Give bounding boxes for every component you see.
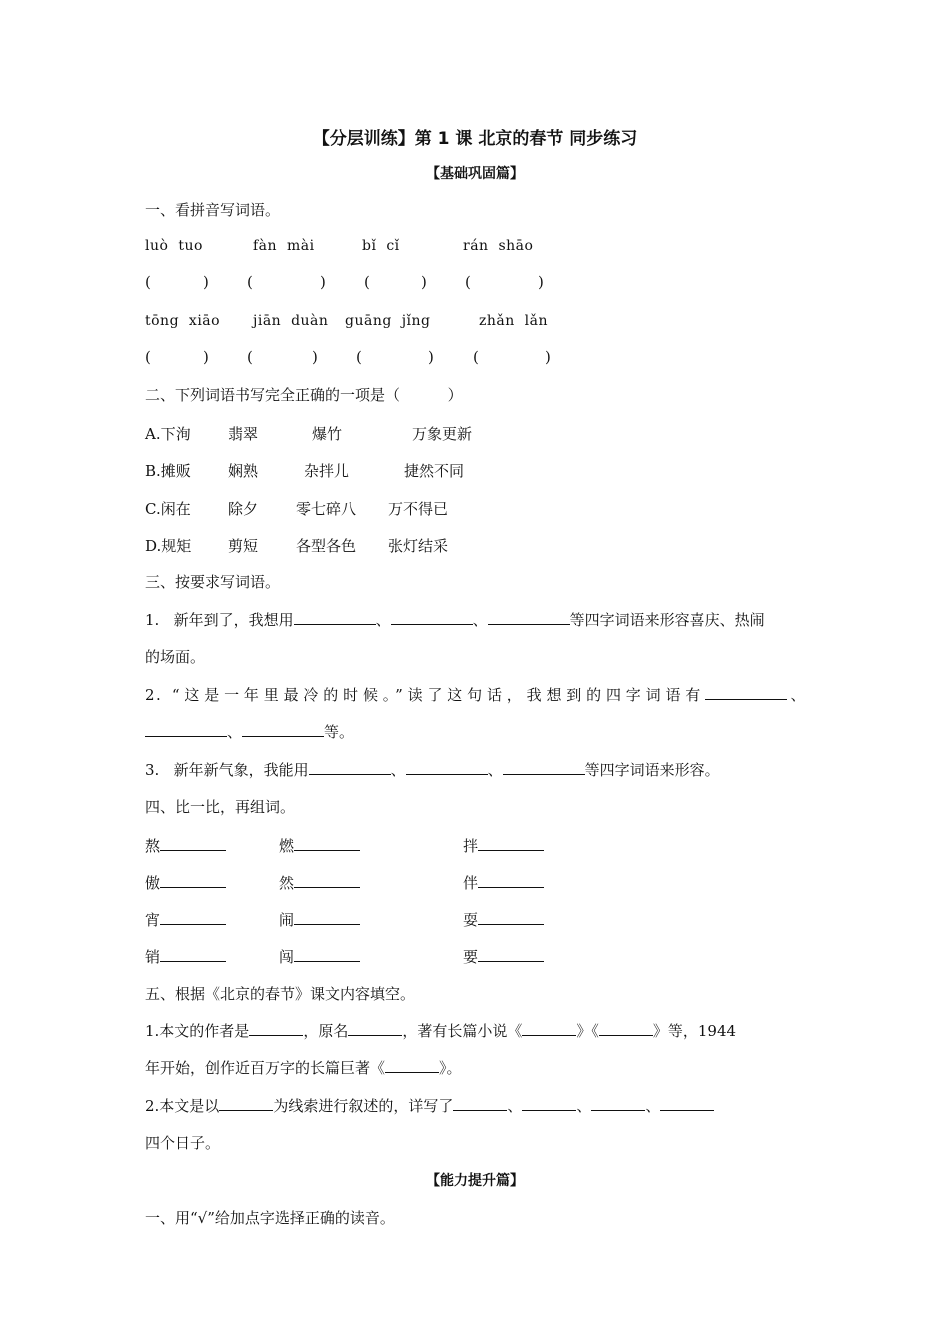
q5-item1-text: ，原名 <box>303 1022 349 1040</box>
q2-heading: 二、下列词语书写完全正确的一项是（ ） <box>145 386 463 404</box>
compare-char: 燃 <box>279 837 295 855</box>
compare-char: 闯 <box>279 948 295 966</box>
section-ability-heading: 【能力提升篇】 <box>426 1173 524 1189</box>
option-a-word: 万象更新 <box>412 425 473 443</box>
q5-item1-text: 》《 <box>576 1022 599 1040</box>
q4-heading: 四、比一比，再组词。 <box>145 798 296 816</box>
answer-blank[interactable] <box>391 610 473 625</box>
pinyin: jiān duàn <box>253 313 329 329</box>
answer-paren-close: ) <box>421 273 427 291</box>
option-b-word: 捷然不同 <box>404 462 465 480</box>
compare-char: 伴 <box>463 874 479 892</box>
q3-item-3 <box>145 760 720 780</box>
answer-blank[interactable] <box>406 760 488 775</box>
compare-char-entry <box>145 909 226 930</box>
answer-blank[interactable] <box>478 910 544 925</box>
q5-item1-text: 1.本文的作者是 <box>145 1022 250 1040</box>
ability-q1-heading: 一、用“√”给加点字选择正确的读音。 <box>145 1209 395 1227</box>
compare-char-entry <box>463 946 544 967</box>
option-a-word: 翡翠 <box>228 425 259 443</box>
option-b-word: 娴熟 <box>228 462 259 480</box>
compare-char-entry <box>279 872 360 893</box>
answer-paren-open: ( <box>356 348 362 366</box>
option-a-word: A.下洵 <box>145 425 191 443</box>
answer-paren-close: ) <box>312 348 318 366</box>
separator: 、 <box>576 1097 592 1115</box>
compare-char-entry <box>463 909 544 930</box>
worksheet-title: 【分层训练】第 1 课 北京的春节 同步练习 <box>312 129 638 149</box>
compare-char-entry <box>145 872 226 893</box>
option-c-word: 万不得已 <box>388 500 449 518</box>
separator: 、 <box>375 611 391 629</box>
answer-blank[interactable] <box>488 610 570 625</box>
answer-blank[interactable] <box>522 1096 576 1111</box>
q3-item2-suffix: 等。 <box>324 723 355 741</box>
option-c-word: C.闲在 <box>145 500 191 518</box>
separator: 、 <box>787 686 807 704</box>
separator: 、 <box>645 1097 661 1115</box>
answer-paren-open: ( <box>247 348 253 366</box>
q5-item-1-continued <box>145 1058 462 1078</box>
answer-paren-close: ) <box>538 273 544 291</box>
answer-blank[interactable] <box>249 1021 303 1036</box>
answer-paren-open: ( <box>364 273 370 291</box>
answer-blank[interactable] <box>294 947 360 962</box>
answer-blank[interactable] <box>478 836 544 851</box>
q5-item1-text: 年开始，创作近百万字的长篇巨著《 <box>145 1059 386 1077</box>
section-basic-heading: 【基础巩固篇】 <box>426 166 524 182</box>
compare-char-entry <box>279 909 360 930</box>
answer-paren-close: ) <box>203 348 209 366</box>
option-b-word: 杂拌儿 <box>304 462 350 480</box>
q3-item-1-continued: 的场面。 <box>145 648 206 666</box>
option-d-word: 张灯结采 <box>388 537 449 555</box>
answer-blank[interactable] <box>478 873 544 888</box>
option-b-word: B.摊贩 <box>145 462 191 480</box>
pinyin: zhǎn lǎn <box>479 313 548 329</box>
q1-heading: 一、看拼音写词语。 <box>145 201 281 219</box>
answer-blank[interactable] <box>160 947 226 962</box>
compare-char-entry <box>279 946 360 967</box>
answer-paren-open: ( <box>145 348 151 366</box>
answer-blank[interactable] <box>348 1021 402 1036</box>
q3-item-2 <box>145 685 807 705</box>
pinyin: bǐ cǐ <box>362 238 400 254</box>
answer-blank[interactable] <box>478 947 544 962</box>
compare-char: 销 <box>145 948 161 966</box>
compare-char-entry <box>145 946 226 967</box>
q3-item1-prefix: 1. 新年到了，我想用 <box>145 611 294 629</box>
compare-char: 闹 <box>279 911 295 929</box>
option-d-word: D.规矩 <box>145 537 192 555</box>
pinyin: luò tuo <box>145 238 203 254</box>
pinyin: fàn mài <box>253 238 315 254</box>
answer-blank[interactable] <box>453 1096 507 1111</box>
option-c-word: 零七碎八 <box>296 500 357 518</box>
answer-blank[interactable] <box>160 910 226 925</box>
separator: 、 <box>227 723 243 741</box>
option-c-word: 除夕 <box>228 500 259 518</box>
compare-char: 然 <box>279 874 295 892</box>
q5-item-2 <box>145 1096 714 1116</box>
q3-item3-suffix: 等四字词语来形容。 <box>584 761 720 779</box>
answer-blank[interactable] <box>591 1096 645 1111</box>
answer-blank[interactable] <box>294 610 376 625</box>
option-a-word: 爆竹 <box>312 425 343 443</box>
q3-item-2-continued <box>145 722 354 742</box>
answer-blank[interactable] <box>145 722 227 737</box>
answer-blank[interactable] <box>294 873 360 888</box>
separator: 、 <box>472 611 488 629</box>
separator: 、 <box>507 1097 523 1115</box>
answer-paren-open: ( <box>145 273 151 291</box>
q3-item2-prefix: 2. “这是一年里最冷的时候。”读了这句话，我想到的四字词语有 <box>145 686 706 704</box>
compare-char: 耍 <box>463 911 479 929</box>
q5-item1-text: 》等，1944 <box>652 1022 737 1040</box>
answer-blank[interactable] <box>503 760 585 775</box>
compare-char: 拌 <box>463 837 479 855</box>
compare-char-entry <box>463 835 544 856</box>
answer-blank[interactable] <box>219 1096 273 1111</box>
separator: 、 <box>487 761 503 779</box>
compare-char: 傲 <box>145 874 161 892</box>
answer-blank[interactable] <box>160 873 226 888</box>
separator: 、 <box>390 761 406 779</box>
answer-paren-close: ) <box>320 273 326 291</box>
pinyin: rán shāo <box>463 238 534 254</box>
q5-item-2-continued: 四个日子。 <box>145 1134 221 1152</box>
q5-heading: 五、根据《北京的春节》课文内容填空。 <box>145 985 416 1003</box>
pinyin: guāng jǐng <box>345 313 431 329</box>
q5-item2-text: 2.本文是以 <box>145 1097 220 1115</box>
answer-blank[interactable] <box>294 910 360 925</box>
compare-char: 要 <box>463 948 479 966</box>
answer-blank[interactable] <box>294 836 360 851</box>
q5-item1-text: 》。 <box>439 1059 462 1077</box>
compare-char-entry <box>279 835 360 856</box>
answer-blank[interactable] <box>242 722 324 737</box>
q3-item1-suffix: 等四字词语来形容喜庆、热闹 <box>569 611 765 629</box>
answer-blank[interactable] <box>309 760 391 775</box>
compare-char: 宵 <box>145 911 161 929</box>
pinyin: tōng xiāo <box>145 313 221 329</box>
q5-item2-text: 为线索进行叙述的，详写了 <box>273 1097 454 1115</box>
compare-char-entry <box>463 872 544 893</box>
answer-blank[interactable] <box>705 685 787 700</box>
option-d-word: 剪短 <box>228 537 259 555</box>
q5-item-1 <box>145 1021 736 1041</box>
answer-paren-open: ( <box>473 348 479 366</box>
answer-paren-open: ( <box>247 273 253 291</box>
q3-item-1 <box>145 610 765 630</box>
answer-blank[interactable] <box>160 836 226 851</box>
compare-char: 熬 <box>145 837 161 855</box>
answer-blank[interactable] <box>599 1021 653 1036</box>
compare-char-entry <box>145 835 226 856</box>
answer-paren-close: ) <box>428 348 434 366</box>
q3-heading: 三、按要求写词语。 <box>145 573 281 591</box>
answer-blank[interactable] <box>660 1096 714 1111</box>
answer-blank[interactable] <box>385 1058 439 1073</box>
q3-item3-prefix: 3. 新年新气象，我能用 <box>145 761 309 779</box>
answer-paren-open: ( <box>465 273 471 291</box>
answer-blank[interactable] <box>522 1021 576 1036</box>
option-d-word: 各型各色 <box>296 537 357 555</box>
answer-paren-close: ) <box>203 273 209 291</box>
q5-item1-text: ，著有长篇小说《 <box>402 1022 523 1040</box>
answer-paren-close: ) <box>545 348 551 366</box>
